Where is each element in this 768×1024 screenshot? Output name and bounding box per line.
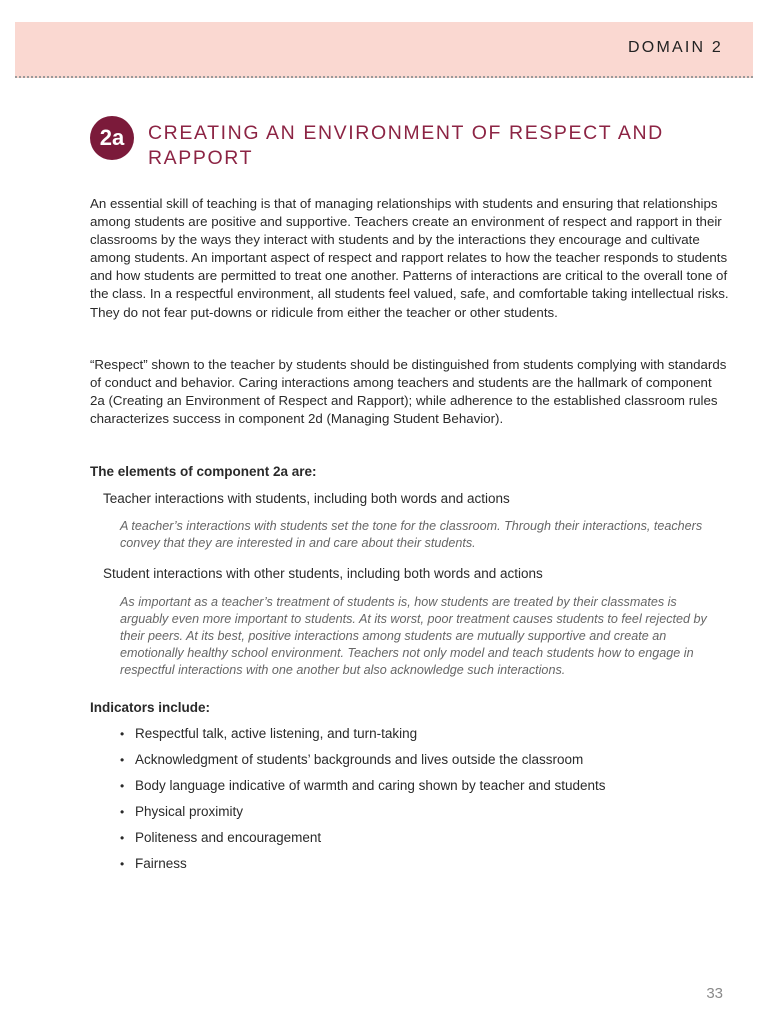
respect-paragraph: “Respect” shown to the teacher by students should be distinguished from students complying with standards of conduct and behavior. Caring interactions among teachers and students are the hallmark of component 2a (Creating an Environment of Respect and Rapport); while adherence to the established classroom rules characterizes success in component 2d (Managing Student Behavior). bbox=[90, 357, 727, 427]
indicator-text: Body language indicative of warmth and caring shown by teacher and students bbox=[135, 778, 606, 793]
indicator-text: Politeness and encouragement bbox=[135, 830, 322, 845]
element-description-teacher-interactions: A teacher’s interactions with students set the tone for the classroom. Through their interactions, teachers convey that they are interested in and care about their students. bbox=[120, 519, 703, 550]
bullet-icon: • bbox=[120, 753, 125, 767]
list-item bbox=[118, 828, 606, 854]
bullet-icon: • bbox=[120, 805, 125, 819]
list-item bbox=[118, 724, 606, 750]
header-band bbox=[15, 22, 753, 78]
indicator-text: Acknowledgment of students’ backgrounds and lives outside the classroom bbox=[135, 752, 584, 767]
indicator-text: Fairness bbox=[135, 856, 187, 871]
indicator-list bbox=[118, 724, 606, 880]
list-item bbox=[118, 854, 606, 880]
list-item bbox=[118, 750, 606, 776]
component-badge: 2a bbox=[90, 116, 134, 160]
list-item bbox=[118, 802, 606, 828]
indicator-text: Respectful talk, active listening, and turn-taking bbox=[135, 726, 418, 741]
domain-label: DOMAIN 2 bbox=[628, 39, 723, 56]
component-title: CREATING AN ENVIRONMENT OF RESPECT AND RAPPORT bbox=[148, 122, 664, 169]
element-title-student-interactions: Student interactions with other students, including both words and actions bbox=[103, 566, 543, 581]
bullet-icon: • bbox=[120, 857, 125, 871]
intro-paragraph: An essential skill of teaching is that of managing relationships with students and ensuring that relationships among students are positive and supportive. Teachers create an environment of respect and rapport in their classrooms by the ways they interact with students and by the interactions they encourage and cultivate among students. An important aspect of respect and rapport relates to how the teacher responds to students and how students are permitted to treat one another. Patterns of interactions are critical to the overall tone of the class. In a respectful environment, all students feel valued, safe, and comfortable taking intellectual risks. They do not fear put-downs or ridicule from either the teacher or other students. bbox=[90, 196, 729, 320]
list-item bbox=[118, 776, 606, 802]
indicators-heading: Indicators include: bbox=[90, 700, 211, 715]
element-title-teacher-interactions: Teacher interactions with students, including both words and actions bbox=[103, 491, 510, 506]
page-number: 33 bbox=[706, 985, 723, 1002]
bullet-icon: • bbox=[120, 831, 125, 845]
elements-heading: The elements of component 2a are: bbox=[90, 464, 317, 479]
bullet-icon: • bbox=[120, 779, 125, 793]
bullet-icon: • bbox=[120, 727, 125, 741]
indicator-text: Physical proximity bbox=[135, 804, 244, 819]
element-description-student-interactions: As important as a teacher’s treatment of students is, how students are treated by their classmates is arguably even more important to students. At its worst, poor treatment causes students to feel rejected by their peers. At its best, positive interactions among students are mutually supportive and create an emotionally healthy school environment. Teachers not only model and teach students how to engage in respectful interactions with one another but also acknowledge such interactions. bbox=[120, 595, 707, 677]
